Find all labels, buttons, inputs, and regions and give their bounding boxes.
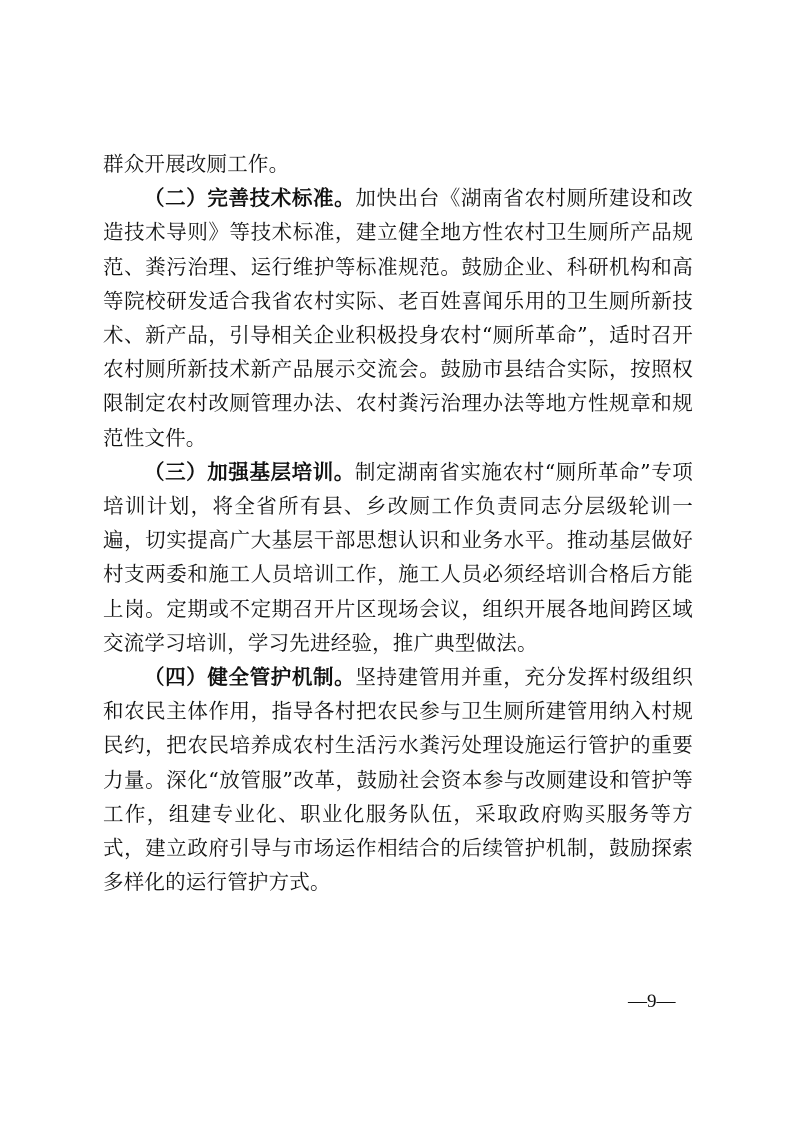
section-grassroots-training <box>103 455 693 660</box>
paragraph-text: 加快出台《湖南省农村厕所建设和改造技术导则》等技术标准，建立健全地方性农村卫生厕所产品规范、粪污治理、运行维护等标准规范。鼓励企业、科研机构和高等院校研发适合我省农村实际、老百姓喜闻乐用的卫生厕所新技术、新产品，引导相关企业积极投身农村“厕所革命”，适时召开农村厕所新技术新产品展示交流会。鼓励市县结合实际，按照权限制定农村改厕管理办法、农村粪污治理办法等地方性规章和规范性文件。 <box>103 186 694 450</box>
paragraph-continuation <box>103 147 693 181</box>
document-body <box>103 147 693 899</box>
section-heading: （二）完善技术标准。 <box>144 186 356 211</box>
paragraph-text: 坚持建管用并重，充分发挥村级组织和农民主体作用，指导各村把农民参与卫生厕所建管用纳入村规民约，把农民培养成农村生活污水粪污处理设施运行管护的重要力量。深化“放管服”改革，鼓励社会资本参与改厕建设和管护等工作，组建专业化、职业化服务队伍，采取政府购买服务等方式，建立政府引导与市场运作相结合的后续管护机制，鼓励探索多样化的运行管护方式。 <box>103 665 694 895</box>
page-number: —9— <box>628 991 676 1012</box>
section-heading: （四）健全管护机制。 <box>144 665 356 690</box>
paragraph-text: 制定湖南省实施农村“厕所革命”专项培训计划，将全省所有县、乡改厕工作负责同志分层级轮训一遍，切实提高广大基层干部思想认识和业务水平。推动基层做好村支两委和施工人员培训工作，施工人员必须经培训合格后方能上岗。定期或不定期召开片区现场会议，组织开展各地间跨区域交流学习培训，学习先进经验，推广典型做法。 <box>103 459 693 655</box>
section-maintenance-mechanism <box>103 660 693 899</box>
section-technical-standards <box>103 181 693 455</box>
paragraph-text: 群众开展改厕工作。 <box>103 152 290 176</box>
section-heading: （三）加强基层培训。 <box>144 459 355 484</box>
